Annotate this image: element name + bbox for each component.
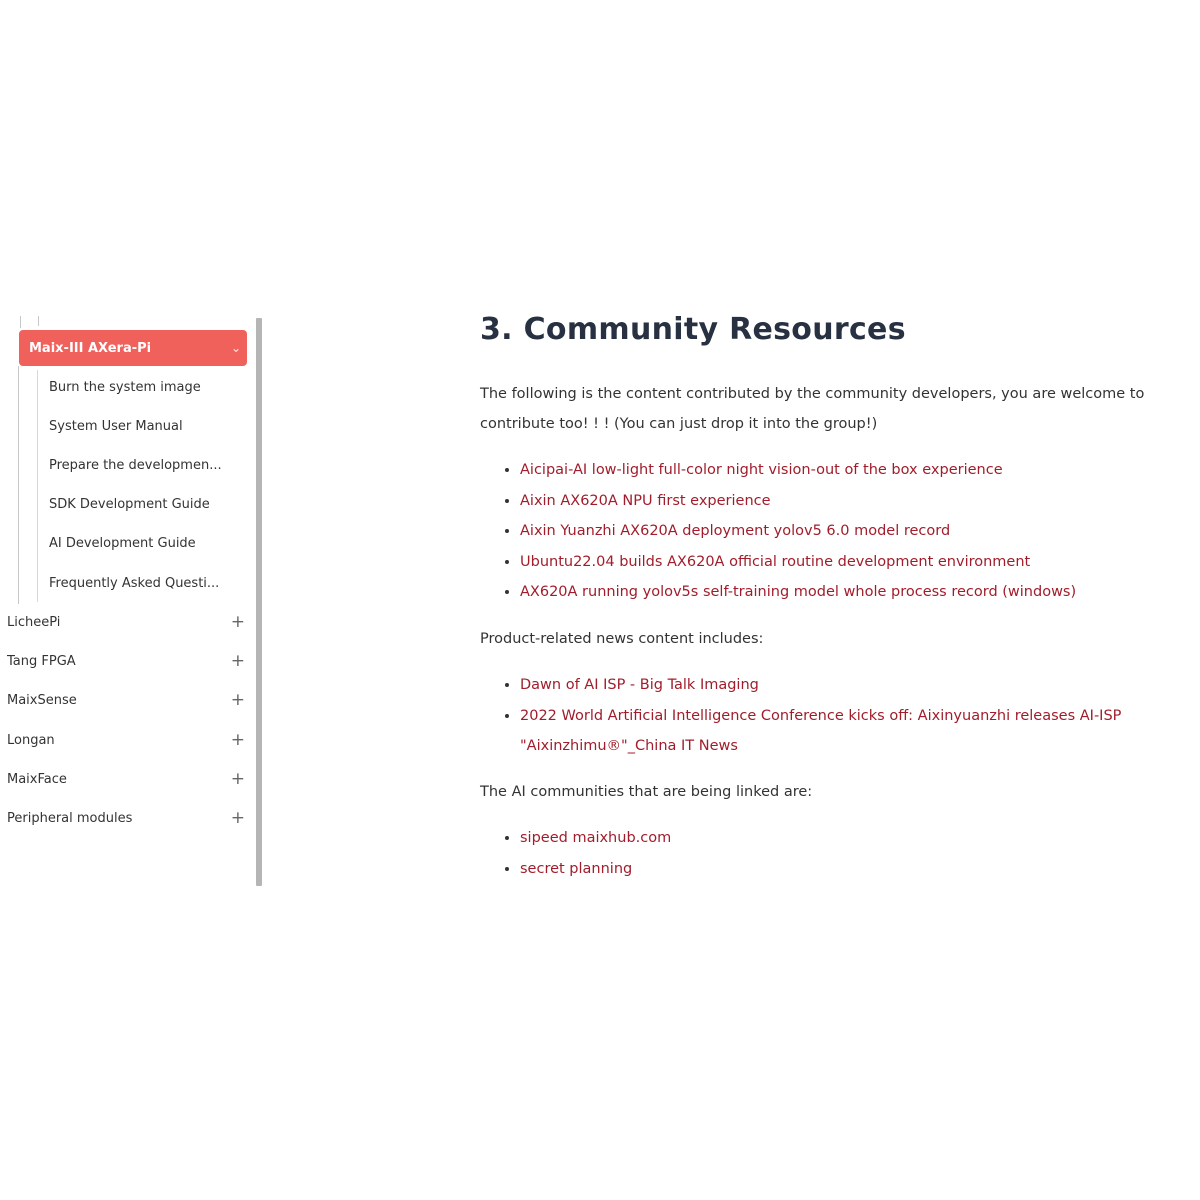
sidebar-subitem-prepare-dev[interactable]: Prepare the developmen...	[49, 458, 222, 473]
list-item	[520, 547, 1076, 578]
sidebar-subitem-sdk-guide[interactable]: SDK Development Guide	[49, 497, 210, 512]
sidebar-item-tang-fpga[interactable]	[7, 651, 247, 671]
tree-connector	[38, 316, 39, 326]
community-link[interactable]: Aicipai-AI low-light full-color night vision-out of the box experience	[520, 462, 1003, 478]
sidebar-item-longan[interactable]	[7, 730, 247, 750]
sidebar-item-label: Maix-III AXera-Pi	[29, 340, 152, 356]
main-content	[480, 312, 1195, 877]
expand-plus-icon[interactable]: +	[230, 612, 245, 632]
sidebar-subitem-burn-image[interactable]: Burn the system image	[49, 380, 201, 395]
sidebar-scrollbar[interactable]	[256, 318, 262, 886]
sidebar-item-label: Tang FPGA	[7, 654, 76, 669]
sidebar-subitem-faq[interactable]: Frequently Asked Questi...	[49, 576, 220, 591]
sidebar-item-maix-iii[interactable]	[19, 330, 247, 366]
sidebar-item-label: MaixFace	[7, 772, 67, 787]
chevron-down-icon: ⌄	[230, 341, 241, 355]
community-links-list	[480, 455, 1076, 608]
news-link[interactable]: Dawn of AI ISP - Big Talk Imaging	[520, 677, 759, 693]
sidebar-item-maixface[interactable]	[7, 769, 247, 789]
tree-connector	[20, 316, 21, 328]
sidebar-item-label: LicheePi	[7, 615, 61, 630]
tree-connector	[18, 366, 19, 604]
ai-links-list	[480, 823, 671, 884]
community-link[interactable]: AX620A running yolov5s self-training model whole process record (windows)	[520, 584, 1077, 600]
sidebar-subitem-user-manual[interactable]: System User Manual	[49, 419, 183, 434]
list-item	[520, 486, 1076, 517]
sidebar-subitem-ai-guide[interactable]: AI Development Guide	[49, 536, 196, 551]
news-link[interactable]: 2022 World Artificial Intelligence Conference kicks off: Aixinyuanzhi releases AI-ISP "Aixinzhimu®"_China IT News	[520, 707, 1122, 754]
list-item	[520, 823, 671, 854]
sidebar-item-peripheral-modules[interactable]	[7, 808, 247, 828]
ai-community-link[interactable]: secret planning	[520, 860, 633, 877]
expand-plus-icon[interactable]: +	[230, 690, 245, 710]
expand-plus-icon[interactable]: +	[230, 730, 245, 750]
sidebar-item-label: Longan	[7, 733, 55, 748]
ai-communities-intro: The AI communities that are being linked are:	[480, 784, 813, 800]
list-item	[520, 516, 1076, 547]
list-item	[520, 701, 1200, 762]
page-title: 3. Community Resources	[480, 312, 906, 347]
list-item	[520, 670, 1200, 701]
sidebar-item-label: Peripheral modules	[7, 811, 133, 826]
expand-plus-icon[interactable]: +	[230, 808, 245, 828]
list-item	[520, 577, 1076, 608]
sidebar-item-maixsense[interactable]	[7, 690, 247, 710]
list-item	[520, 854, 671, 885]
sidebar-item-label: MaixSense	[7, 693, 77, 708]
community-link[interactable]: Ubuntu22.04 builds AX620A official routine development environment	[520, 553, 1031, 570]
sidebar-item-licheepi[interactable]	[7, 612, 247, 632]
news-links-list	[480, 670, 1200, 762]
ai-community-link[interactable]: sipeed maixhub.com	[520, 830, 672, 846]
community-link[interactable]: Aixin AX620A NPU first experience	[520, 492, 771, 509]
sidebar-nav	[0, 316, 256, 886]
tree-connector	[37, 370, 38, 602]
expand-plus-icon[interactable]: +	[230, 651, 245, 671]
community-link[interactable]: Aixin Yuanzhi AX620A deployment yolov5 6.0 model record	[520, 523, 951, 539]
list-item	[520, 455, 1076, 486]
intro-paragraph: The following is the content contributed by the community developers, you are welcome to contribute too! ! ! (You can just drop it into the group!)	[480, 386, 1145, 432]
news-intro: Product-related news content includes:	[480, 631, 764, 647]
expand-plus-icon[interactable]: +	[230, 769, 245, 789]
